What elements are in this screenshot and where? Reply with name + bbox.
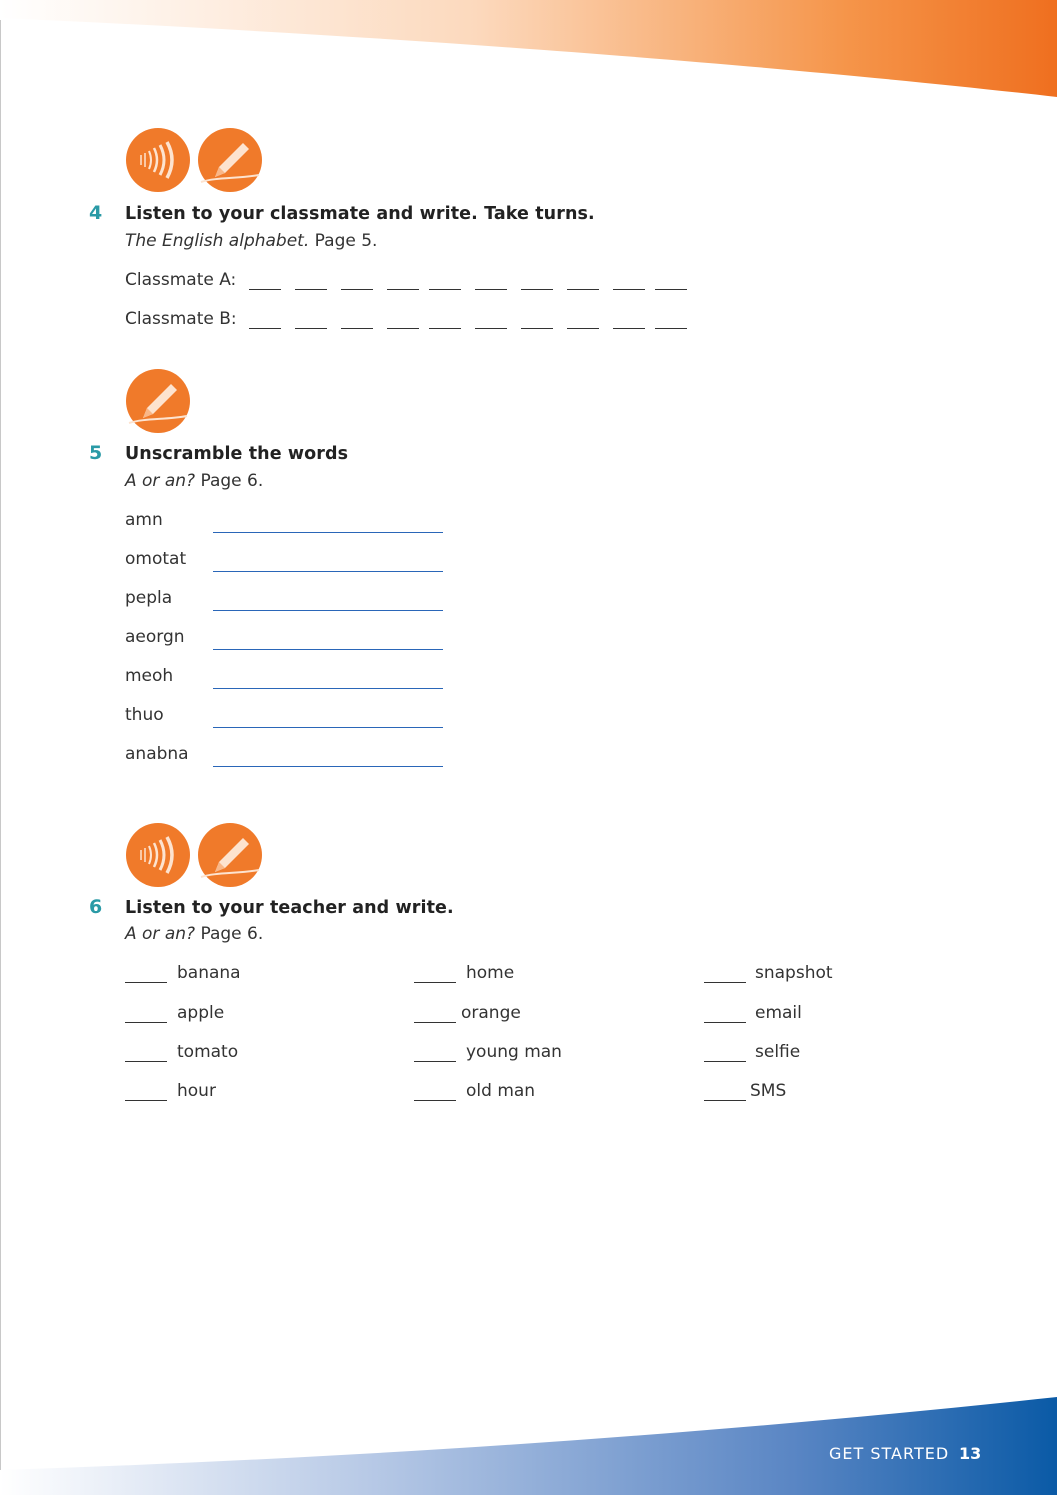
page-edge-rule — [0, 20, 1, 1470]
letter-blank[interactable] — [655, 328, 687, 329]
exercise-5-title: Unscramble the words — [125, 444, 349, 464]
noun-word: SMS — [750, 1081, 787, 1101]
article-blank[interactable] — [704, 982, 746, 983]
noun-word: apple — [177, 1003, 225, 1023]
article-blank[interactable] — [414, 1100, 456, 1101]
article-blank[interactable] — [414, 982, 456, 983]
sound-waves-icon — [125, 127, 191, 193]
answer-line[interactable] — [213, 532, 443, 533]
scrambled-word: anabna — [125, 744, 189, 764]
noun-word: home — [466, 963, 515, 983]
top-orange-banner — [0, 0, 1057, 110]
article-blank[interactable] — [125, 1061, 167, 1062]
letter-blank[interactable] — [341, 328, 373, 329]
exercise-5-reference — [125, 471, 263, 491]
sound-waves-icon — [125, 822, 191, 888]
pencil-icon — [197, 822, 263, 888]
letter-blank[interactable] — [613, 328, 645, 329]
scrambled-word: amn — [125, 510, 163, 530]
scrambled-word: aeorgn — [125, 627, 185, 647]
letter-blank[interactable] — [429, 328, 461, 329]
noun-word: email — [755, 1003, 802, 1023]
page-number: 13 — [959, 1444, 982, 1463]
article-blank[interactable] — [125, 1022, 167, 1023]
exercise-4-title: Listen to your classmate and write. Take turns. — [125, 204, 595, 224]
bottom-blue-banner — [0, 1385, 1057, 1495]
noun-word: hour — [177, 1081, 216, 1101]
exercise-6-reference — [125, 924, 263, 944]
exercise-4-number: 4 — [89, 202, 103, 224]
letter-blank[interactable] — [387, 328, 419, 329]
exercise-6-title: Listen to your teacher and write. — [125, 898, 454, 918]
letter-blank[interactable] — [521, 328, 553, 329]
exercise-6-number: 6 — [89, 896, 103, 918]
noun-word: young man — [466, 1042, 562, 1062]
exercise-5-number: 5 — [89, 442, 103, 464]
article-blank[interactable] — [414, 1022, 456, 1023]
answer-line[interactable] — [213, 610, 443, 611]
noun-word: banana — [177, 963, 241, 983]
answer-line[interactable] — [213, 766, 443, 767]
reference-title: The English alphabet. — [125, 231, 310, 251]
scrambled-word: meoh — [125, 666, 174, 686]
noun-word: old man — [466, 1081, 536, 1101]
classmate-a-label: Classmate A: — [125, 270, 237, 290]
letter-blank[interactable] — [475, 289, 507, 290]
section-label: GET STARTED — [829, 1444, 950, 1463]
reference-page: Page 6. — [200, 471, 264, 491]
letter-blank[interactable] — [249, 289, 281, 290]
article-blank[interactable] — [125, 982, 167, 983]
letter-blank[interactable] — [429, 289, 461, 290]
reference-title: A or an? — [125, 471, 196, 491]
article-blank[interactable] — [414, 1061, 456, 1062]
article-blank[interactable] — [125, 1100, 167, 1101]
letter-blank[interactable] — [655, 289, 687, 290]
exercise-4-reference — [125, 231, 377, 251]
reference-page: Page 5. — [314, 231, 378, 251]
article-blank[interactable] — [704, 1100, 746, 1101]
article-blank[interactable] — [704, 1022, 746, 1023]
letter-blank[interactable] — [567, 289, 599, 290]
scrambled-word: omotat — [125, 549, 187, 569]
answer-line[interactable] — [213, 649, 443, 650]
pencil-icon — [125, 368, 191, 434]
letter-blank[interactable] — [295, 328, 327, 329]
scrambled-word: pepla — [125, 588, 173, 608]
pencil-icon — [197, 127, 263, 193]
letter-blank[interactable] — [387, 289, 419, 290]
letter-blank[interactable] — [521, 289, 553, 290]
reference-title: A or an? — [125, 924, 196, 944]
letter-blank[interactable] — [567, 328, 599, 329]
noun-word: selfie — [755, 1042, 801, 1062]
answer-line[interactable] — [213, 688, 443, 689]
scrambled-word: thuo — [125, 705, 164, 725]
letter-blank[interactable] — [249, 328, 281, 329]
answer-line[interactable] — [213, 571, 443, 572]
letter-blank[interactable] — [295, 289, 327, 290]
noun-word: tomato — [177, 1042, 239, 1062]
article-blank[interactable] — [704, 1061, 746, 1062]
classmate-b-label: Classmate B: — [125, 309, 237, 329]
answer-line[interactable] — [213, 727, 443, 728]
letter-blank[interactable] — [341, 289, 373, 290]
letter-blank[interactable] — [475, 328, 507, 329]
noun-word: orange — [461, 1003, 521, 1023]
noun-word: snapshot — [755, 963, 833, 983]
reference-page: Page 6. — [200, 924, 264, 944]
letter-blank[interactable] — [613, 289, 645, 290]
